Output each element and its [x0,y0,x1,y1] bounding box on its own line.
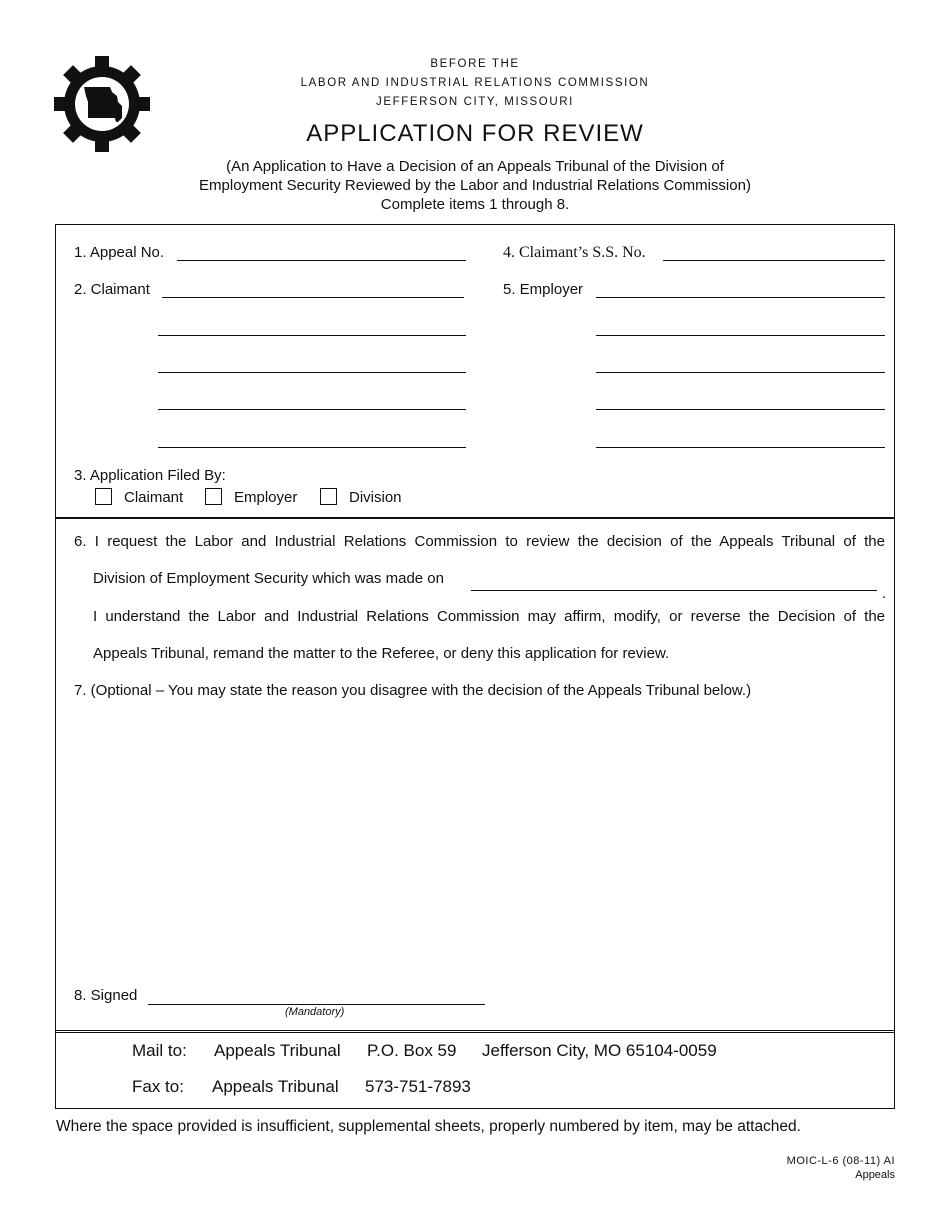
form-department: Appeals [855,1169,895,1181]
mail-city: Jefferson City, MO 65104-0059 [482,1041,717,1060]
fax-to-label: Fax to: [132,1077,184,1096]
claimant-checkbox[interactable] [95,488,112,505]
fax-number: 573-751-7893 [365,1077,471,1096]
employer-label: 5. Employer [503,281,584,298]
mail-to-label: Mail to: [132,1041,187,1060]
subtitle-line-2: Employment Security Reviewed by the Labor and Industrial Relations Commission) [199,177,751,194]
claimant-field-1[interactable] [162,297,464,298]
ssn-field[interactable] [663,260,885,261]
optional-reason-label: 7. (Optional – You may state the reason you disagree with the decision of the Appeals Tribunal below.) [74,682,752,699]
reason-text-area[interactable] [74,710,885,970]
division-checkbox[interactable] [320,488,337,505]
employer-option-label: Employer [234,489,298,506]
claimant-option-label: Claimant [124,489,184,506]
signature-field[interactable] [148,1004,485,1005]
mail-po-box: P.O. Box 59 [367,1041,457,1060]
request-line-3: I understand the Labor and Industrial Relations Commission may affirm, modify, or reverse the Decision of the [93,608,885,625]
supplemental-note: Where the space provided is insufficient, supplemental sheets, properly numbered by item, may be attached. [56,1118,801,1135]
fax-recipient: Appeals Tribunal [212,1077,339,1096]
employer-field-2[interactable] [596,335,885,336]
request-line-2: Division of Employment Security which was made on [93,570,444,587]
decision-date-field[interactable] [471,590,877,591]
employer-field-3[interactable] [596,372,885,373]
filed-by-label: 3. Application Filed By: [74,467,226,484]
division-option-label: Division [349,489,402,506]
request-period: . [882,585,887,602]
header-location: JEFFERSON CITY, MISSOURI [376,96,574,108]
mail-recipient: Appeals Tribunal [214,1041,341,1060]
employer-field-5[interactable] [596,447,885,448]
signed-label: 8. Signed [74,987,138,1004]
mandatory-note: (Mandatory) [285,1006,345,1018]
subtitle-line-3: Complete items 1 through 8. [380,196,570,213]
employer-checkbox[interactable] [205,488,222,505]
ssn-label: 4. Claimant’s S.S. No. [503,244,646,261]
employer-field-1[interactable] [596,297,885,298]
subtitle-line-1: (An Application to Have a Decision of an Appeals Tribunal of the Division of [226,158,724,175]
page-title: APPLICATION FOR REVIEW [306,120,644,147]
employer-field-4[interactable] [596,409,885,410]
request-line-1: 6. I request the Labor and Industrial Relations Commission to review the decision of the Appeals Tribunal of the [74,533,885,550]
header-commission: LABOR AND INDUSTRIAL RELATIONS COMMISSION [300,77,650,89]
request-line-4: Appeals Tribunal, remand the matter to the Referee, or deny this application for review. [93,645,670,662]
form-code: MOIC-L-6 (08-11) AI [786,1155,895,1167]
header-before: BEFORE THE [430,58,520,70]
claimant-label: 2. Claimant [74,281,150,298]
claimant-field-3[interactable] [158,372,466,373]
claimant-field-4[interactable] [158,409,466,410]
claimant-field-5[interactable] [158,447,466,448]
appeal-no-field[interactable] [177,260,466,261]
appeal-no-label: 1. Appeal No. [74,244,165,261]
claimant-field-2[interactable] [158,335,466,336]
